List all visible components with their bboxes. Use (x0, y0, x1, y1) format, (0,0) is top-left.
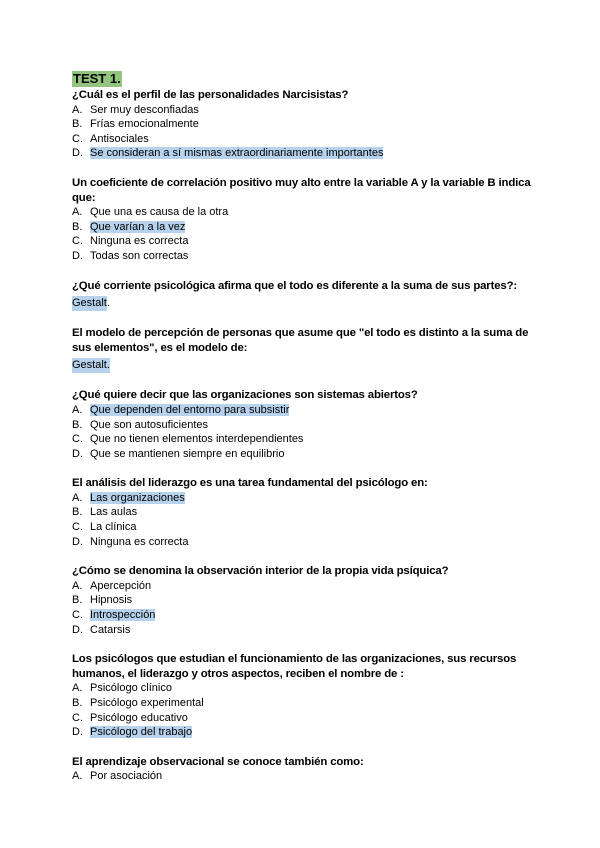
answer-text: Gestalt (72, 297, 107, 310)
option-text: Ninguna es correcta (90, 235, 189, 248)
question-text: ¿Cuál es el perfil de las personalidades Narcisistas? (72, 89, 349, 101)
option-item (72, 681, 532, 696)
options-list (72, 403, 532, 461)
option-text: Ninguna es correcta (90, 535, 189, 548)
question-block (72, 176, 532, 264)
answer-suffix: . (106, 297, 110, 310)
option-text: Psicólogo experimental (90, 697, 204, 709)
option-text: Catarsis (90, 623, 131, 636)
question-list (72, 88, 532, 784)
option-letter: A. (72, 682, 83, 695)
answer-line (72, 293, 532, 311)
question-block (72, 388, 532, 461)
option-letter: A. (72, 403, 83, 416)
option-text-correct: Introspección (90, 609, 156, 622)
question-text: ¿Qué quiere decir que las organizaciones son sistemas abiertos? (72, 389, 418, 402)
document-page (72, 70, 532, 799)
option-text: Que son autosuficientes (90, 418, 209, 431)
option-letter: C. (72, 711, 83, 724)
options-list (72, 579, 532, 637)
option-letter: D. (72, 535, 83, 548)
option-item (72, 403, 532, 418)
option-text: Las aulas (90, 506, 138, 519)
question-block (72, 88, 532, 161)
option-letter: B. (72, 118, 83, 131)
option-item (72, 220, 532, 235)
option-item (72, 103, 532, 118)
question-block (72, 564, 532, 637)
option-text: Antisociales (90, 132, 149, 145)
option-item (72, 234, 532, 249)
option-item (72, 505, 532, 520)
option-letter: D. (72, 726, 83, 739)
option-text: Todas son correctas (90, 249, 189, 262)
option-item (72, 593, 532, 608)
option-letter: D. (72, 623, 83, 636)
question-block (72, 652, 532, 740)
question-block (72, 755, 532, 784)
option-letter: B. (72, 697, 83, 709)
option-item (72, 132, 532, 147)
question-text: Los psicólogos que estudian el funcionamiento de las organizaciones, sus recursos humanos, el liderazgo y otros aspectos, reciben el nombre de : (72, 653, 517, 680)
question-text: El análisis del liderazgo es una tarea fundamental del psicólogo en: (72, 477, 428, 490)
option-text: Apercepción (90, 579, 152, 592)
option-letter: A. (72, 103, 83, 116)
option-letter: A. (72, 491, 83, 504)
option-letter: B. (72, 594, 83, 607)
option-text: Que una es causa de la otra (90, 206, 229, 219)
option-letter: B. (72, 418, 83, 431)
question-block (72, 279, 532, 312)
question-block (72, 476, 532, 549)
option-letter: C. (72, 609, 83, 622)
option-item (72, 535, 532, 550)
option-item (72, 447, 532, 462)
option-text: Psicólogo educativo (90, 711, 188, 724)
option-letter: C. (72, 235, 83, 248)
option-letter: D. (72, 447, 83, 460)
options-list (72, 769, 532, 784)
option-text: Por asociación (90, 770, 163, 783)
option-item (72, 579, 532, 594)
option-item (72, 432, 532, 447)
option-item (72, 205, 532, 220)
question-text: El modelo de percepción de personas que asume que "el todo es distinto a la suma de sus elementos", es el modelo de: (72, 327, 529, 354)
option-item (72, 249, 532, 264)
option-text: Que no tienen elementos interdependientes (90, 433, 304, 446)
option-text-correct: Se consideran a sí mismas extraordinariamente importantes (90, 147, 384, 160)
options-list (72, 491, 532, 549)
test-title-text: TEST 1. (73, 71, 121, 86)
option-letter: C. (72, 433, 83, 446)
option-text: La clínica (90, 521, 137, 534)
question-block (72, 326, 532, 373)
option-item (72, 520, 532, 535)
option-letter: A. (72, 206, 83, 219)
options-list (72, 681, 532, 739)
option-item (72, 769, 532, 784)
option-item (72, 117, 532, 132)
option-letter: B. (72, 220, 83, 233)
option-text-correct: Las organizaciones (90, 491, 185, 504)
option-item (72, 146, 532, 161)
option-letter: D. (72, 147, 83, 160)
option-letter: A. (72, 770, 83, 783)
answer-line (72, 355, 532, 373)
option-letter: B. (72, 506, 83, 519)
option-text-correct: Que varían a la vez (90, 220, 186, 233)
question-text: Un coeficiente de correlación positivo muy alto entre la variable A y la variable B indica que: (72, 176, 531, 204)
option-text: Ser muy desconfiadas (90, 103, 199, 116)
option-item (72, 696, 532, 711)
question-text: ¿Cómo se denomina la observación interior de la propia vida psíquica? (72, 565, 449, 578)
option-item (72, 418, 532, 433)
option-letter: C. (72, 132, 83, 145)
options-list (72, 103, 532, 161)
option-item (72, 491, 532, 506)
question-text: ¿Qué corriente psicológica afirma que el todo es diferente a la suma de sus partes?: (72, 279, 518, 292)
options-list (72, 205, 532, 263)
option-text: Frías emocionalmente (90, 118, 199, 131)
option-letter: A. (72, 579, 83, 592)
option-text: Hipnosis (90, 594, 133, 607)
option-text-correct: Psicólogo del trabajo (90, 726, 193, 739)
option-item (72, 623, 532, 638)
option-letter: D. (72, 249, 83, 262)
option-item (72, 608, 532, 623)
option-text: Que se mantienen siempre en equilibrio (90, 447, 285, 460)
question-text: El aprendizaje observacional se conoce también como: (72, 755, 364, 768)
option-item (72, 725, 532, 740)
option-item (72, 711, 532, 726)
test-title (72, 70, 532, 88)
option-text-correct: Que dependen del entorno para subsistir (90, 403, 290, 416)
option-letter: C. (72, 521, 83, 534)
answer-text: Gestalt. (72, 359, 110, 372)
option-text: Psicólogo clínico (90, 682, 172, 695)
